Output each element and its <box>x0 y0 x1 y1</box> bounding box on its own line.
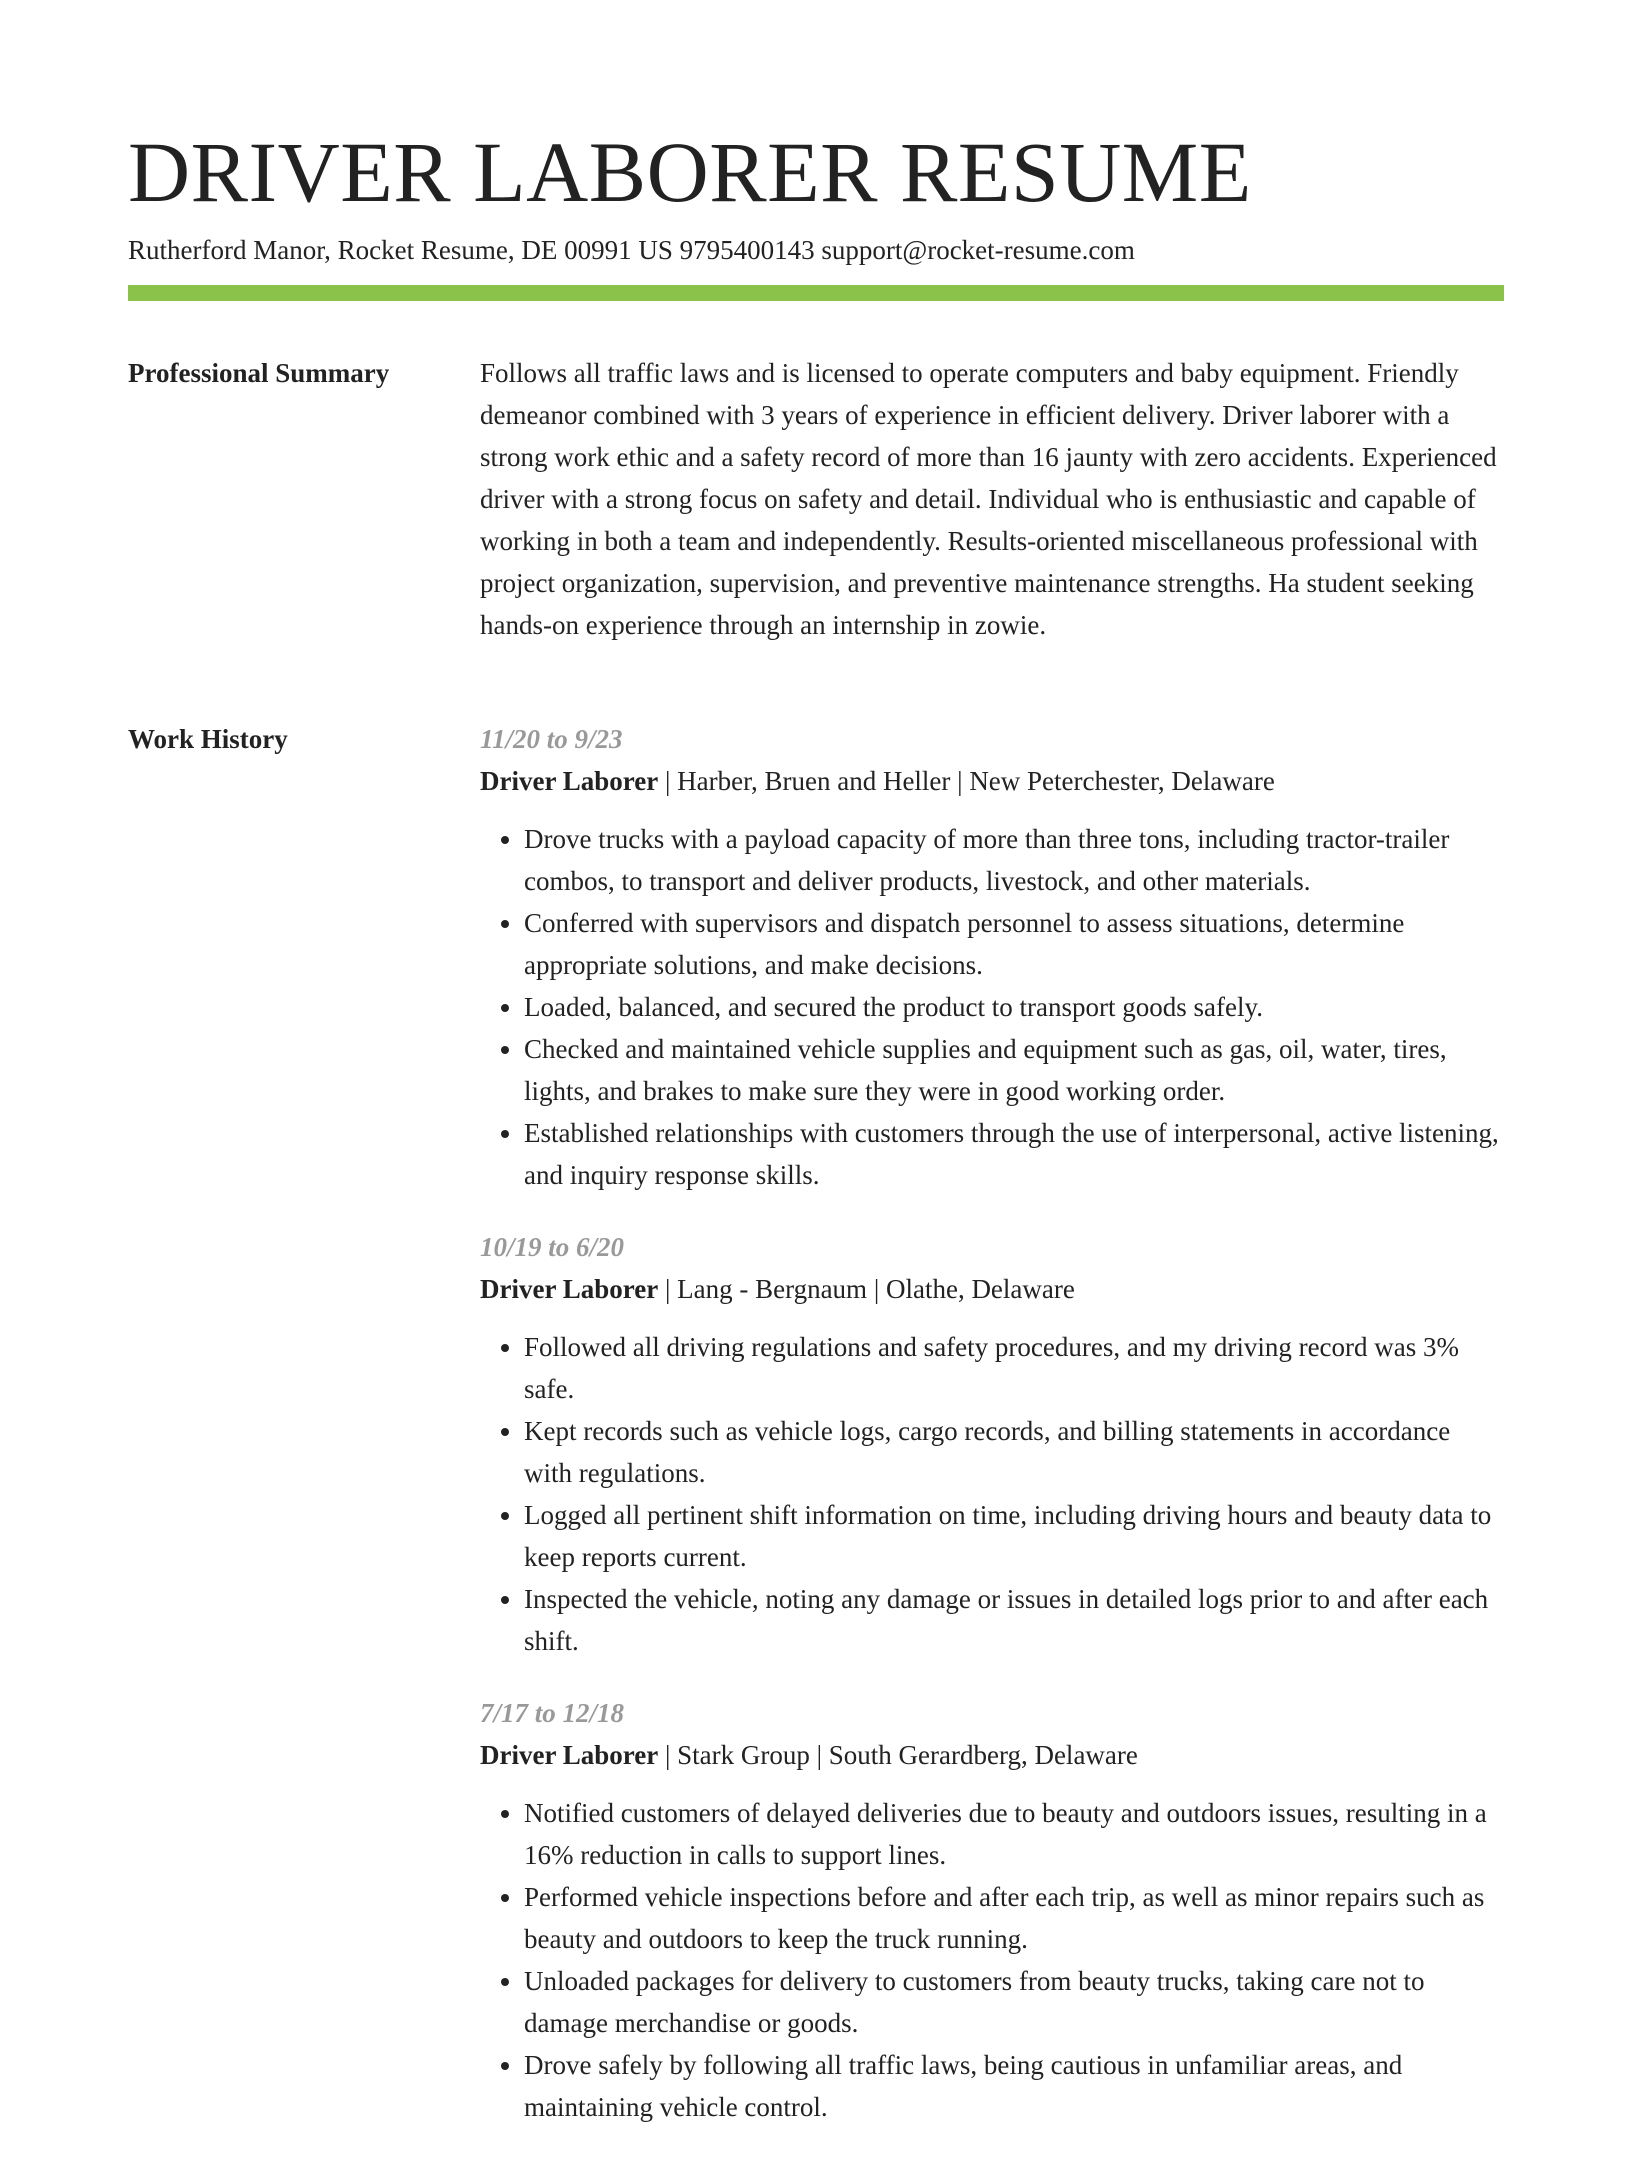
job-bullet: • Followed all driving regulations and safety procedures, and my driving record was 3% safe. <box>524 1326 1504 1410</box>
job-bullet: • Drove trucks with a payload capacity of more than three tons, including tractor-trailer combos, to transport and deliver products, livestock, and other materials. <box>524 818 1504 902</box>
job-company: Stark Group <box>677 1740 810 1770</box>
job-title-line <box>480 760 1504 802</box>
job-entry <box>480 1226 1504 1662</box>
job-bullet: • Kept records such as vehicle logs, cargo records, and billing statements in accordance with regulations. <box>524 1410 1504 1494</box>
job-bullet: • Loaded, balanced, and secured the product to transport goods safely. <box>524 986 1504 1028</box>
section-label-summary: Professional Summary <box>128 358 390 388</box>
job-dates: 11/20 to 9/23 <box>480 724 623 754</box>
job-dates: 10/19 to 6/20 <box>480 1232 625 1262</box>
job-bullet-list <box>480 818 1504 1196</box>
work-history-body <box>480 718 1504 2158</box>
job-bullet: • Conferred with supervisors and dispatch personnel to assess situations, determine appropriate solutions, and make decisions. <box>524 902 1504 986</box>
job-title: Driver Laborer <box>480 1740 659 1770</box>
job-company: Lang - Bergnaum <box>677 1274 868 1304</box>
job-bullet-list <box>480 1792 1504 2128</box>
job-title: Driver Laborer <box>480 766 659 796</box>
job-bullet: • Checked and maintained vehicle supplies and equipment such as gas, oil, water, tires, lights, and brakes to make sure they were in good working order. <box>524 1028 1504 1112</box>
job-separator: | <box>867 1274 886 1304</box>
contact-line: Rutherford Manor, Rocket Resume, DE 00991 US 9795400143 support@rocket-resume.com <box>128 235 1135 265</box>
job-separator: | <box>658 766 678 796</box>
job-separator: | <box>658 1274 678 1304</box>
job-bullet: • Notified customers of delayed deliveries due to beauty and outdoors issues, resulting in a 16% reduction in calls to support lines. <box>524 1792 1504 1876</box>
section-label-work-history: Work History <box>128 724 288 754</box>
job-separator: | <box>809 1740 829 1770</box>
resume-title: DRIVER LABORER RESUME <box>128 124 1252 220</box>
job-bullet: • Established relationships with customers through the use of interpersonal, active listening, and inquiry response skills. <box>524 1112 1504 1196</box>
job-separator: | <box>950 766 970 796</box>
job-entry <box>480 1692 1504 2128</box>
job-entry <box>480 718 1504 1196</box>
job-title-line <box>480 1268 1504 1310</box>
job-bullet: • Performed vehicle inspections before and after each trip, as well as minor repairs such as beauty and outdoors to keep the truck running. <box>524 1876 1504 1960</box>
job-bullet-list <box>480 1326 1504 1662</box>
summary-text: Follows all traffic laws and is licensed to operate computers and baby equipment. Friendly demeanor combined with 3 years of experience in efficient delivery. Driver laborer with a strong work ethic and a safety record of more than 16 jaunty with zero accidents. Experienced driver with a strong focus on safety and detail. Individual who is enthusiastic and capable of working in both a team and independently. Results-oriented miscellaneous professional with project organization, supervision, and preventive maintenance strengths. Ha student seeking hands-on experience through an internship in zowie. <box>480 358 1497 640</box>
accent-divider <box>128 285 1504 301</box>
job-location: New Peterchester, Delaware <box>969 766 1275 796</box>
job-bullet: • Inspected the vehicle, noting any damage or issues in detailed logs prior to and after each shift. <box>524 1578 1504 1662</box>
job-title: Driver Laborer <box>480 1274 659 1304</box>
job-title-line <box>480 1734 1504 1776</box>
summary-body <box>480 352 1504 646</box>
job-location: South Gerardberg, Delaware <box>828 1740 1138 1770</box>
job-location: Olathe, Delaware <box>885 1274 1075 1304</box>
job-bullet: • Unloaded packages for delivery to customers from beauty trucks, taking care not to damage merchandise or goods. <box>524 1960 1504 2044</box>
job-dates: 7/17 to 12/18 <box>480 1698 625 1728</box>
job-separator: | <box>658 1740 678 1770</box>
job-company: Harber, Bruen and Heller <box>677 766 951 796</box>
job-bullet: • Drove safely by following all traffic laws, being cautious in unfamiliar areas, and maintaining vehicle control. <box>524 2044 1504 2128</box>
job-bullet: • Logged all pertinent shift information on time, including driving hours and beauty data to keep reports current. <box>524 1494 1504 1578</box>
